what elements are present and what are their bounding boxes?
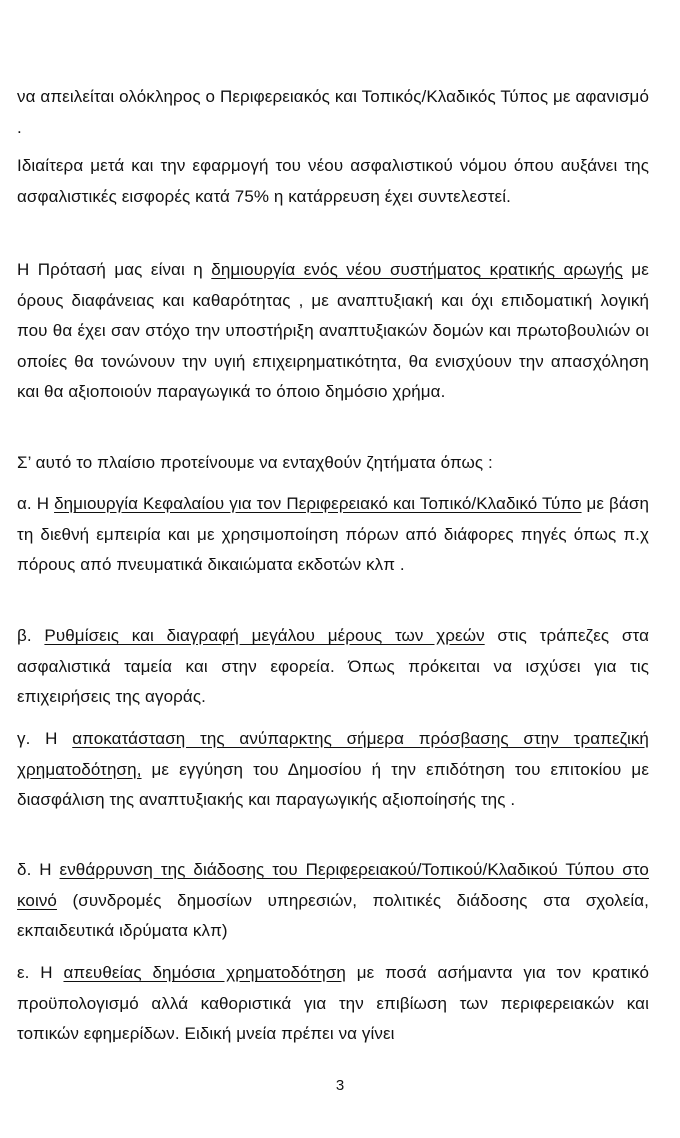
list-item-epsilon	[17, 958, 649, 1050]
list-item-delta	[17, 855, 649, 947]
paragraph-text: να απειλείται ολόκληρος ο Περιφερειακός και Τοπικός/Κλαδικός Τύπος με αφανισμό .	[17, 87, 649, 137]
list-marker-text: ε. Η	[17, 963, 64, 982]
list-marker-text: α. Η	[17, 494, 55, 513]
underlined-phrase: απευθείας δημόσια χρηματοδότηση	[63, 963, 346, 982]
underlined-phrase: δημιουργία ενός νέου συστήματος κρατικής αρωγής	[211, 260, 623, 279]
paragraph-proposal	[17, 255, 649, 408]
paragraph-text: με βάση τη διεθνή εμπειρία και με χρησιμοποίηση πόρων από διάφορες πηγές όπως π.χ πόρους από πνευματικά δικαιώματα εκδοτών κλπ .	[17, 494, 649, 574]
list-item-alpha	[17, 489, 649, 581]
underlined-phrase: Ρυθμίσεις και διαγραφή μεγάλου μέρους των χρεών	[44, 626, 485, 645]
paragraph-text: Σ’ αυτό το πλαίσιο προτείνουμε να ενταχθούν ζητήματα όπως :	[17, 453, 493, 472]
list-marker-text: β.	[17, 626, 45, 645]
underlined-phrase: δημιουργία Κεφαλαίου για τον Περιφερειακό και Τοπικό/Κλαδικό Τύπο	[54, 494, 582, 513]
page-number: 3	[335, 1077, 345, 1094]
paragraph-text: Η Πρότασή μας είναι η	[17, 260, 212, 279]
paragraph-text: (συνδρομές δημοσίων υπηρεσιών, πολιτικές διάδοσης στα σχολεία, εκπαιδευτικά ιδρύματα κλπ)	[17, 890, 649, 940]
paragraph-text: στις τράπεζες στα ασφαλιστικά ταμεία και στην εφορεία. Όπως πρόκειται να ισχύσει για τις επιχειρήσεις της αγοράς.	[17, 626, 650, 706]
paragraph-continuation	[17, 82, 649, 143]
paragraph-text: με εγγύηση του Δημοσίου ή την επιδότηση του επιτοκίου με διασφάλιση της αναπτυξιακής και παραγωγικής αξιοποίησής της .	[17, 759, 649, 809]
underlined-phrase: ενθάρρυνση της διάδοσης του Περιφερειακού/Τοπικού/Κλαδικού Τύπου στο κοινό	[17, 860, 649, 910]
paragraph-insurance-law	[17, 151, 649, 212]
paragraph-text: με όρους διαφάνειας και καθαρότητας , με αναπτυξιακή και όχι επιδοματική λογική που θα έχει σαν στόχο την υποστήριξη αναπτυξιακών δομών και πρωτοβουλιών οι οποίες θα τονώνουν την υγιή επιχειρηματικότητα, θα ενισχύουν την απασχόληση και θα αξιοποιούν παραγωγικά το όποιο δημόσιο χρήμα.	[17, 260, 649, 401]
list-marker-text: γ. Η	[17, 729, 73, 748]
underlined-phrase: αποκατάσταση της ανύπαρκτης σήμερα πρόσβασης στην τραπεζική χρηματοδότηση,	[17, 729, 649, 779]
paragraph-text: Ιδιαίτερα μετά και την εφαρμογή του νέου ασφαλιστικού νόμου όπου αυξάνει της ασφαλιστικές εισφορές κατά 75% η κατάρρευση έχει συντελεστεί.	[17, 156, 649, 206]
paragraph-framework	[17, 448, 649, 479]
list-item-beta	[17, 621, 649, 713]
list-item-gamma	[17, 724, 649, 816]
list-marker-text: δ. Η	[17, 860, 60, 879]
paragraph-text: με ποσά ασήμαντα για τον κρατικό προϋπολογισμό αλλά καθοριστικά για την επιβίωση των περιφερειακών και τοπικών εφημερίδων. Ειδική μνεία πρέπει να γίνει	[17, 963, 650, 1043]
